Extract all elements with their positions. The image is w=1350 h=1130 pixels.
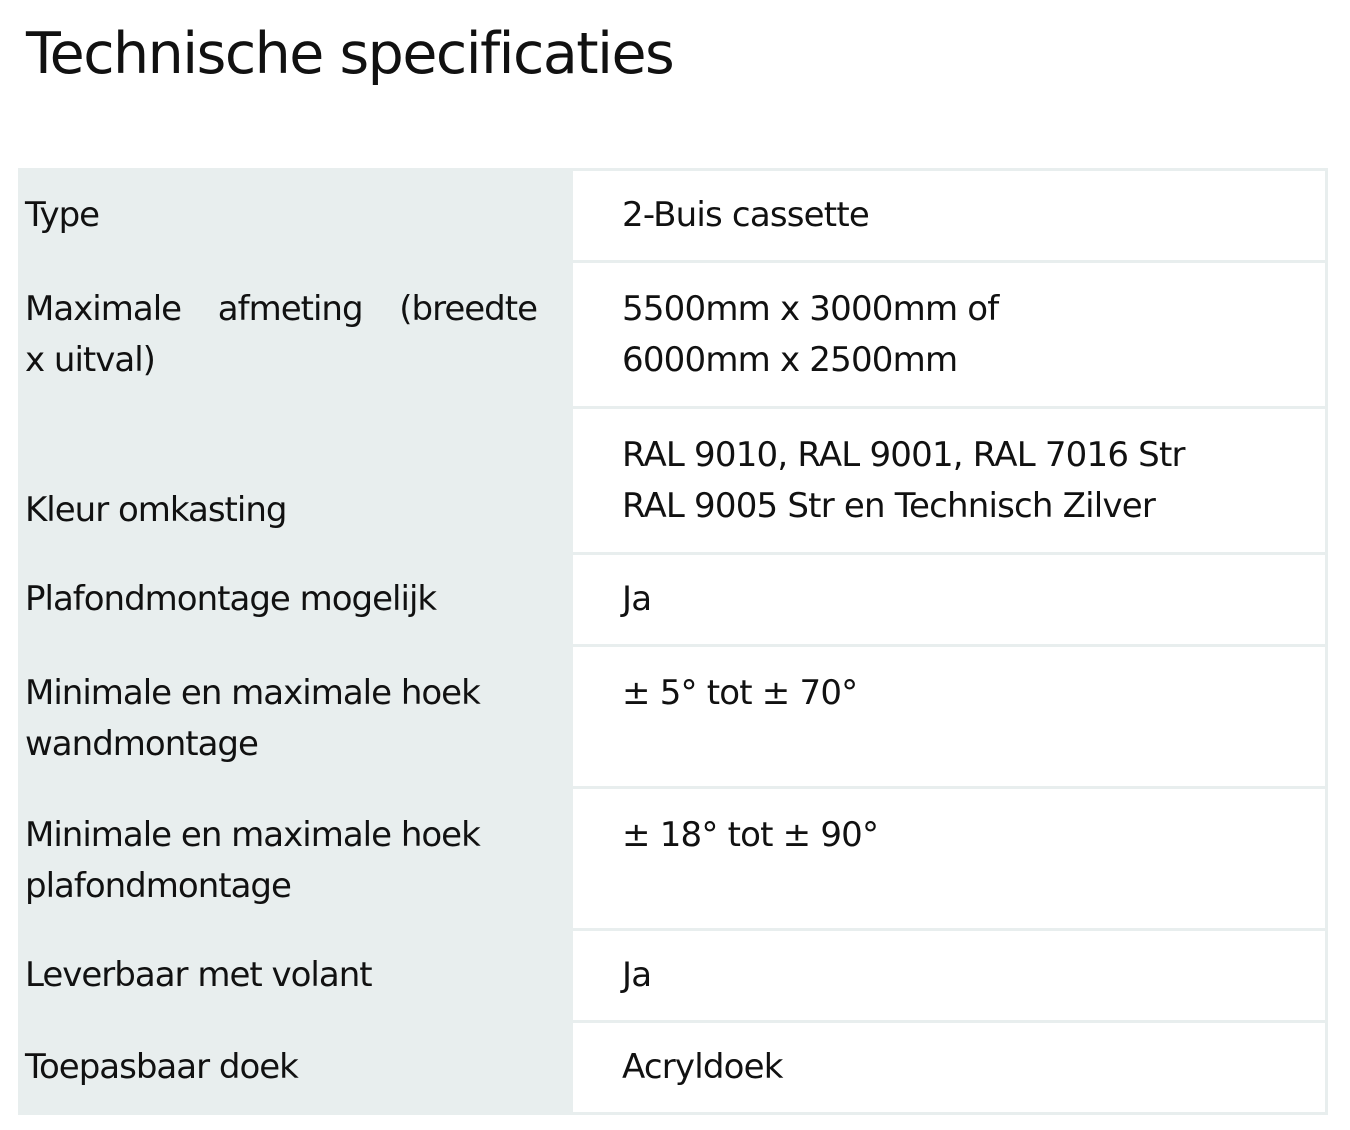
spec-value [573,931,1325,1020]
spec-label-line: wandmontage [25,724,258,764]
spec-label-line: Minimale en maximale hoek [25,673,480,713]
spec-label-line: Type [25,195,100,235]
spec-label-line: Minimale en maximale hoek [25,815,480,855]
spec-table [18,168,1328,1115]
spec-label-line: Kleur omkasting [25,490,287,530]
spec-label [18,644,570,786]
spec-label-line: plafondmontage [25,866,291,906]
spec-value-line: 6000mm x 2500mm [622,340,958,380]
spec-value-line: ± 18° tot ± 90° [622,815,879,855]
spec-label-line: x uitval) [25,340,155,380]
spec-label-line: Plafondmontage mogelijk [25,579,437,619]
spec-label [18,552,570,644]
spec-row-kleur-omkasting [18,406,1328,552]
spec-value-line: Ja [622,955,652,995]
spec-value-line: ± 5° tot ± 70° [622,673,858,713]
spec-value [573,1023,1325,1112]
spec-value-line: Ja [622,579,652,619]
spec-label-line: Toepasbaar doek [25,1047,298,1087]
spec-label [18,168,570,260]
spec-row-leverbaar-met-volant [18,928,1328,1020]
spec-value-line: Acryldoek [622,1047,783,1087]
spec-row-hoek-wandmontage [18,644,1328,786]
spec-value-line: 2-Buis cassette [622,195,869,235]
spec-row-type [18,168,1328,260]
spec-value [573,789,1325,928]
spec-label [18,928,570,1020]
spec-value [573,263,1325,406]
spec-row-toepasbaar-doek [18,1020,1328,1112]
spec-row-hoek-plafondmontage [18,786,1328,928]
spec-label [18,260,570,406]
spec-label-line: Maximale afmeting (breedte [25,289,537,329]
spec-value-line: RAL 9005 Str en Technisch Zilver [622,486,1156,526]
spec-row-plafondmontage-mogelijk [18,552,1328,644]
spec-value [573,171,1325,260]
spec-value [573,647,1325,786]
spec-value [573,555,1325,644]
spec-label [18,786,570,928]
spec-label [18,406,570,552]
spec-value-line: RAL 9010, RAL 9001, RAL 7016 Str [622,435,1185,475]
spec-label [18,1020,570,1112]
spec-value [573,409,1325,552]
spec-label-line: Leverbaar met volant [25,955,372,995]
spec-row-maximale-afmeting [18,260,1328,406]
spec-value-line: 5500mm x 3000mm of [622,289,999,329]
page-title: Technische specificaties [26,21,674,87]
